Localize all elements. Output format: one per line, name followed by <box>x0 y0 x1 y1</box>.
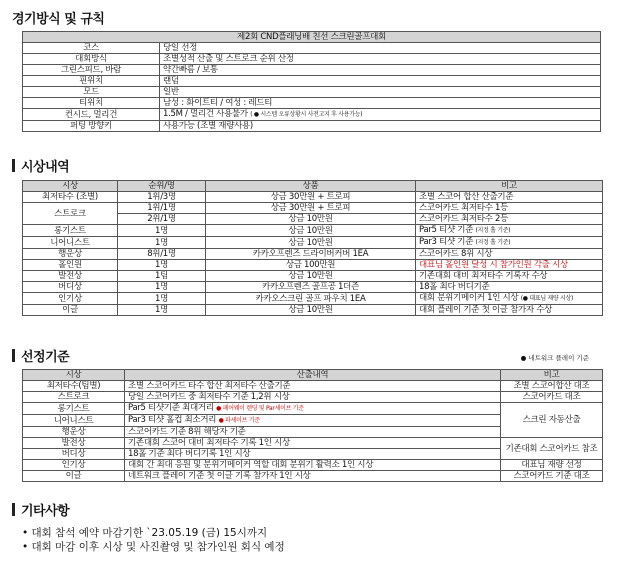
award-prize: 상금 10만원 <box>206 225 416 237</box>
rule-value: 당일 선정 <box>160 43 601 54</box>
award-prize: 상금 10만원 <box>206 237 416 249</box>
section-bar-icon <box>12 503 15 516</box>
award-prize: 상금 10만원 <box>206 305 416 316</box>
award-rank: 1명 <box>118 225 206 237</box>
column-header: 순위/명 <box>118 181 206 192</box>
table-header-row <box>23 181 603 192</box>
table-row <box>23 98 601 109</box>
award-remark-text: 대회 분위기메이커 1인 시상 <box>419 293 519 303</box>
rule-value: 랜덤 <box>160 76 601 87</box>
award-rank: 1위/3명 <box>118 192 206 203</box>
criteria-detail: 18홀 기준 최다 버디기록 1인 시상 <box>125 449 501 460</box>
table-row <box>23 203 603 214</box>
section-title-rules: 경기방식 및 규칙 <box>12 12 105 27</box>
award-remark <box>416 237 603 249</box>
criteria-detail <box>125 403 501 415</box>
award-prize: 카카오프렌즈 드라이버커버 1EA <box>206 249 416 260</box>
criteria-award: 발전상 <box>23 438 125 449</box>
other-notes-list <box>22 526 285 554</box>
award-prize: 카카오프렌즈 골프공 1더즌 <box>206 282 416 293</box>
award-remark-text: Par3 티샷 기준 <box>419 237 474 247</box>
award-name: 홀인원 <box>23 260 118 271</box>
award-prize: 상금 30만원 + 트로피 <box>206 192 416 203</box>
award-remark <box>416 225 603 237</box>
rules-table-title: 제2회 CND플래닝배 친선 스크린골프대회 <box>23 32 601 43</box>
table-row <box>23 460 603 471</box>
table-row <box>23 403 603 415</box>
criteria-detail-note: ● 파세이브 기준 <box>218 417 260 424</box>
section-title-other: 기타사항 <box>12 500 69 519</box>
table-row <box>23 249 603 260</box>
criteria-remark: 기존대회 스코어카드 참조 <box>501 438 603 460</box>
award-prize: 상금 30만원 + 트로피 <box>206 203 416 214</box>
criteria-remark: 조별 스코어합산 대조 <box>501 381 603 392</box>
award-remark: 조별 스코어 합산 산출기준 <box>416 192 603 203</box>
table-row <box>23 260 603 271</box>
award-rank: 2위/1명 <box>118 214 206 225</box>
rule-value: 조별성적 산출 및 스트로크 순위 산정 <box>160 54 601 65</box>
criteria-detail: 조별 스코어카드 타수 합산 최저타수 산출기준 <box>125 381 501 392</box>
award-name: 이글 <box>23 305 118 316</box>
section-title-awards: 시상내역 <box>12 156 69 175</box>
criteria-award: 스트로크 <box>23 392 125 403</box>
criteria-remark: 대표님 재량 선정 <box>501 460 603 471</box>
criteria-award: 최저타수(팀별) <box>23 381 125 392</box>
column-header: 시상 <box>23 181 118 192</box>
award-remark: 스코어카드 최저타수 2등 <box>416 214 603 225</box>
table-row <box>23 381 603 392</box>
criteria-table <box>22 369 603 482</box>
table-row <box>23 305 603 316</box>
award-remark-note: (● 대표님 재량 시상) <box>520 295 574 302</box>
criteria-detail-note: ● 페어웨이 랜딩 및 Par세이브 기준 <box>216 405 304 412</box>
table-title-row <box>23 32 601 43</box>
table-row <box>23 271 603 282</box>
criteria-detail-text: Par5 티샷기준 최대거리 <box>128 403 214 413</box>
award-name: 니어니스트 <box>23 237 118 249</box>
section-bar-icon <box>12 349 15 362</box>
award-name: 발전상 <box>23 271 118 282</box>
award-rank: 1명 <box>118 237 206 249</box>
award-prize: 카카오스크린 골프 파우치 1EA <box>206 293 416 305</box>
criteria-award: 행운상 <box>23 427 125 438</box>
award-name: 행운상 <box>23 249 118 260</box>
rule-value <box>160 109 601 121</box>
rule-value: 일반 <box>160 87 601 98</box>
rule-value: 약간빠름 / 보통 <box>160 65 601 76</box>
criteria-award: 인기상 <box>23 460 125 471</box>
award-remark-note: (지정 홀 기준) <box>475 239 511 246</box>
award-remark: 스코어카드 최저타수 1등 <box>416 203 603 214</box>
rules-table <box>22 31 601 132</box>
criteria-award: 롱기스트 <box>23 403 125 415</box>
rule-value-text: 1.5M / 멀리건 사용불가 <box>163 109 248 119</box>
table-header-row <box>23 370 603 381</box>
rule-label: 모드 <box>23 87 160 98</box>
table-row <box>23 109 601 121</box>
table-row <box>23 293 603 305</box>
table-row <box>23 392 603 403</box>
award-remark: 대표님 홀인원 달성 시 참가인원 각출 시상 <box>416 260 603 271</box>
rule-label: 티위치 <box>23 98 160 109</box>
table-row <box>23 438 603 449</box>
award-rank: 1위/1명 <box>118 203 206 214</box>
criteria-remark: 스코어카드 기준 대조 <box>501 471 603 482</box>
rule-label: 핀위치 <box>23 76 160 87</box>
award-rank: 1명 <box>118 305 206 316</box>
table-row <box>23 43 601 54</box>
criteria-detail: 네트워크 플레이 기준 첫 이글 기록 참가자 1인 시상 <box>125 471 501 482</box>
award-remark: 18홀 최다 버디기준 <box>416 282 603 293</box>
column-header: 상품 <box>206 181 416 192</box>
criteria-remark: 스크린 자동산출 <box>501 403 603 438</box>
criteria-note: ● 네트워크 플레이 기준 <box>520 354 589 362</box>
table-row <box>23 282 603 293</box>
award-name: 스트로크 <box>23 203 118 225</box>
award-name: 인기상 <box>23 293 118 305</box>
rule-label: 컨시드, 멀리건 <box>23 109 160 121</box>
table-row <box>23 65 601 76</box>
award-rank: 1명 <box>118 293 206 305</box>
award-remark: 스코어카드 8위 시상 <box>416 249 603 260</box>
table-row <box>23 237 603 249</box>
criteria-detail: 대회 간 최대 응원 및 분위기메이커 역할 대회 분위기 활력소 1인 시상 <box>125 460 501 471</box>
award-prize: 상금 10만원 <box>206 271 416 282</box>
award-rank: 1팀 <box>118 271 206 282</box>
column-header: 비고 <box>501 370 603 381</box>
criteria-detail: 기존대회 스코어 대비 최저타수 기록 1인 시상 <box>125 438 501 449</box>
award-name: 롱기스트 <box>23 225 118 237</box>
rule-label: 퍼팅 방향키 <box>23 121 160 132</box>
rule-value: 남성 : 화이트티 / 여성 : 레드티 <box>160 98 601 109</box>
criteria-detail <box>125 415 501 427</box>
criteria-detail-text: Par3 티샷 홀컵 최소거리 <box>128 415 217 425</box>
rule-label: 그린스피드, 바람 <box>23 65 160 76</box>
rule-value-note: ( ● 시스템 오류상황시 사전고지 후 사용가능) <box>250 111 363 118</box>
column-header: 비고 <box>416 181 603 192</box>
criteria-detail: 스코어카드 기준 8위 해당자 기준 <box>125 427 501 438</box>
award-prize: 상금 10만원 <box>206 214 416 225</box>
rule-label: 대회방식 <box>23 54 160 65</box>
award-rank: 1명 <box>118 260 206 271</box>
award-rank: 1명 <box>118 282 206 293</box>
criteria-award: 이글 <box>23 471 125 482</box>
award-remark-note: (지정 홀 기준) <box>475 227 511 234</box>
table-row <box>23 54 601 65</box>
table-row <box>23 76 601 87</box>
rule-label: 코스 <box>23 43 160 54</box>
section-bar-icon <box>12 159 15 172</box>
list-item: • 대회 참석 예약 마감기한 `23.05.19 (금) 15시까지 <box>22 526 285 540</box>
table-row <box>23 471 603 482</box>
rule-value: 사용가능 (조별 재량사용) <box>160 121 601 132</box>
criteria-remark: 스코어카드 대조 <box>501 392 603 403</box>
criteria-award: 니어니스트 <box>23 415 125 427</box>
award-remark <box>416 293 603 305</box>
table-row <box>23 192 603 203</box>
table-row <box>23 121 601 132</box>
column-header: 시상 <box>23 370 125 381</box>
list-item: • 대회 마감 이후 시상 및 사진촬영 및 참가인원 회식 예정 <box>22 540 285 554</box>
award-rank: 8위/1명 <box>118 249 206 260</box>
award-remark: 기존대회 대비 최저타수 기록자 수상 <box>416 271 603 282</box>
award-name: 버디상 <box>23 282 118 293</box>
award-remark: 대회 플레이 기준 첫 이글 참가자 수상 <box>416 305 603 316</box>
award-remark-text: Par5 티샷 기준 <box>419 225 474 235</box>
award-prize: 상금 100만원 <box>206 260 416 271</box>
award-name: 최저타수 (조별) <box>23 192 118 203</box>
criteria-detail: 당일 스코어카드 중 최저타수 기준 1,2위 시상 <box>125 392 501 403</box>
awards-table <box>22 180 603 316</box>
criteria-award: 버디상 <box>23 449 125 460</box>
section-title-criteria: 선정기준 <box>12 346 69 365</box>
table-row <box>23 225 603 237</box>
table-row <box>23 87 601 98</box>
column-header: 산출내역 <box>125 370 501 381</box>
